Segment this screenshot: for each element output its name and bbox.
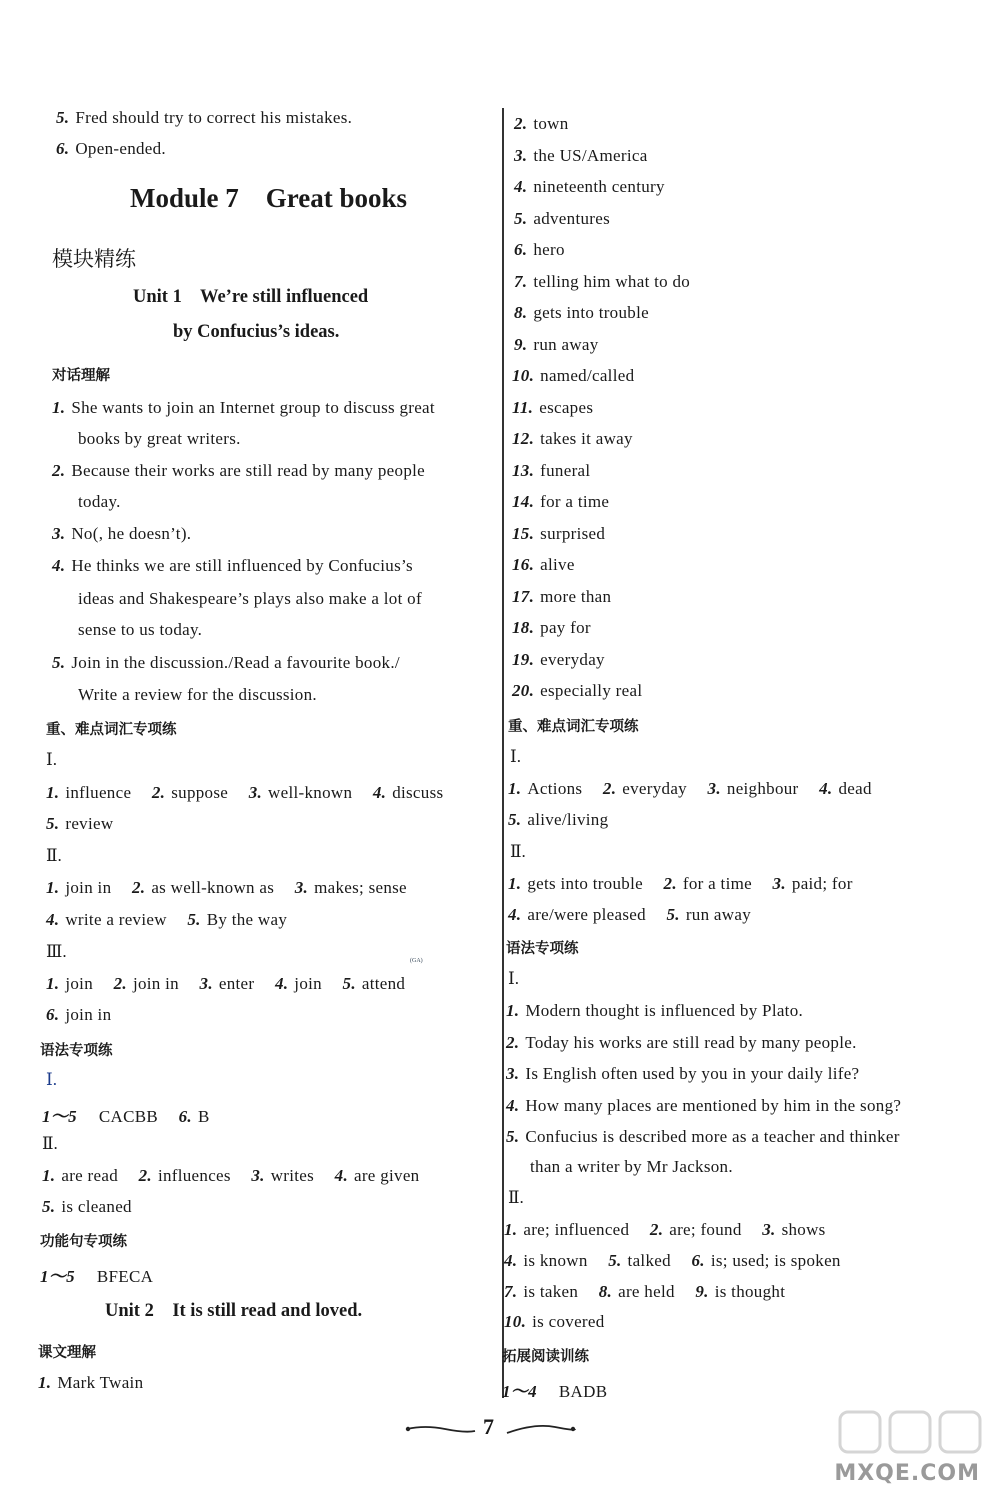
answer-row: 1. influence 2. suppose 3. well-known 4. discuss xyxy=(46,783,444,802)
unit1-title-line1: Unit 1 We’re still influenced xyxy=(133,287,369,307)
list-item: 4. He thinks we are still influenced by Confucius’s xyxy=(52,556,413,575)
list-item-continued: books by great writers. xyxy=(78,429,241,448)
roman-numeral: Ⅰ. xyxy=(508,969,519,988)
list-item: 17. more than xyxy=(512,586,612,606)
list-item: 5. adventures xyxy=(514,208,610,228)
answer-row: 1. Actions 2. everyday 3. neighbour 4. dead xyxy=(508,779,872,798)
answer-row: 5. is cleaned xyxy=(42,1197,132,1216)
list-item: 14. for a time xyxy=(512,492,610,511)
function-heading: 功能句专项练 xyxy=(40,1234,127,1250)
unit2-title: Unit 2 It is still read and loved. xyxy=(105,1301,363,1321)
roman-numeral: Ⅱ. xyxy=(510,842,526,861)
answer-row: 1. gets into trouble 2. for a time 3. paid; for xyxy=(508,874,853,893)
list-item-continued: than a writer by Mr Jackson. xyxy=(530,1157,733,1176)
answer-row: 1. are read 2. influences 3. writes 4. are given xyxy=(42,1166,420,1185)
answer-row: 4. is known 5. talked 6. is; used; is spoken xyxy=(504,1251,841,1270)
list-item: 1. She wants to join an Internet group to discuss great xyxy=(52,398,435,417)
list-item: 12. takes it away xyxy=(512,429,633,448)
list-item: 3. No(, he doesn’t). xyxy=(52,524,192,543)
grammar-heading: 语法专项练 xyxy=(40,1043,113,1059)
list-item: 2. Because their works are still read by many people xyxy=(52,461,425,480)
list-item: 2. Today his works are still read by many people. xyxy=(506,1033,857,1052)
answer-row: 10. is covered xyxy=(504,1312,605,1331)
answer-row: 5. review xyxy=(46,814,114,833)
roman-numeral: Ⅱ. xyxy=(508,1188,524,1207)
roman-numeral: Ⅱ. xyxy=(42,1134,58,1153)
list-item: 19. everyday xyxy=(512,649,605,669)
answer-row: 1～5 BFECA xyxy=(40,1267,154,1286)
list-item: 1. Mark Twain xyxy=(38,1373,144,1392)
module-title: Module 7 Great books xyxy=(130,183,408,213)
list-item: 5. Fred should try to correct his mistakes. xyxy=(56,108,353,127)
grammar-heading: 语法专项练 xyxy=(506,941,579,957)
list-item: 7. telling him what to do xyxy=(514,271,691,291)
list-item: 8. gets into trouble xyxy=(514,303,649,322)
watermark-text: MXQE.COM xyxy=(834,1461,980,1486)
list-item: 1. Modern thought is influenced by Plato. xyxy=(506,1001,804,1020)
unit1-title-line2: by Confucius’s ideas. xyxy=(173,322,340,342)
list-item: 5. Join in the discussion./Read a favourite book./ xyxy=(52,653,400,672)
list-item-continued: today. xyxy=(78,492,121,511)
list-item: 20. especially real xyxy=(512,681,643,700)
answer-row: 1. are; influenced 2. are; found 3. shows xyxy=(504,1220,826,1239)
answer-row: 1～5 CACBB 6. B xyxy=(42,1107,210,1126)
list-item: 6. Open-ended. xyxy=(56,139,166,158)
answer-row: 6. join in xyxy=(46,1005,112,1024)
answer-row: 1. join 2. join in 3. enter 4. join 5. attend xyxy=(46,974,406,993)
list-item: 3. the US/America xyxy=(514,145,648,165)
list-item: 9. run away xyxy=(514,334,599,354)
roman-numeral: Ⅰ. xyxy=(510,747,521,766)
list-item: 4. nineteenth century xyxy=(514,177,665,196)
list-item-continued: sense to us today. xyxy=(78,620,203,639)
list-item: 16. alive xyxy=(512,555,575,574)
list-item: 2. town xyxy=(514,114,569,133)
roman-numeral: Ⅲ. xyxy=(46,942,67,961)
list-item: 11. escapes xyxy=(512,397,594,417)
list-item: 10. named/called xyxy=(512,366,635,385)
dialog-heading: 对话理解 xyxy=(52,368,110,384)
list-item: 15. surprised xyxy=(512,523,606,543)
vocab-heading: 重、难点词汇专项练 xyxy=(46,722,177,738)
answer-row: 7. is taken 8. are held 9. is thought xyxy=(504,1282,786,1301)
list-item: 3. Is English often used by you in your daily life? xyxy=(506,1064,860,1083)
vocab-heading: 重、难点词汇专项练 xyxy=(508,719,639,735)
reading-heading: 拓展阅读训练 xyxy=(502,1349,589,1365)
right-ornament-icon xyxy=(505,1421,577,1437)
list-item-continued: ideas and Shakespeare’s plays also make a lot of xyxy=(78,589,422,608)
list-item: 18. pay for xyxy=(512,618,591,637)
answer-row: 4. write a review 5. By the way xyxy=(46,910,288,929)
roman-numeral: Ⅰ. xyxy=(46,1070,57,1089)
page-number: 7 xyxy=(483,1414,494,1439)
list-item-continued: Write a review for the discussion. xyxy=(78,685,317,704)
answer-row: 5. alive/living xyxy=(508,810,609,829)
text-heading: 课文理解 xyxy=(38,1345,96,1361)
watermark-logo-icon xyxy=(836,1408,986,1468)
list-item: 4. How many places are mentioned by him in the song? xyxy=(506,1096,902,1115)
stamp: (GA) xyxy=(410,958,423,964)
column-divider xyxy=(502,108,504,1398)
list-item: 5. Confucius is described more as a teacher and thinker xyxy=(506,1127,900,1146)
section-heading: 模块精练 xyxy=(52,247,136,271)
answer-row: 4. are/were pleased 5. run away xyxy=(508,905,751,924)
left-ornament-icon xyxy=(405,1421,477,1437)
answer-row: 1. join in 2. as well-known as 3. makes; sense xyxy=(46,878,407,897)
list-item: 6. hero xyxy=(514,240,565,259)
answer-row: 1～4 BADB xyxy=(502,1382,608,1401)
list-item: 13. funeral xyxy=(512,460,591,480)
roman-numeral: Ⅰ. xyxy=(46,750,57,769)
roman-numeral: Ⅱ. xyxy=(46,846,62,865)
